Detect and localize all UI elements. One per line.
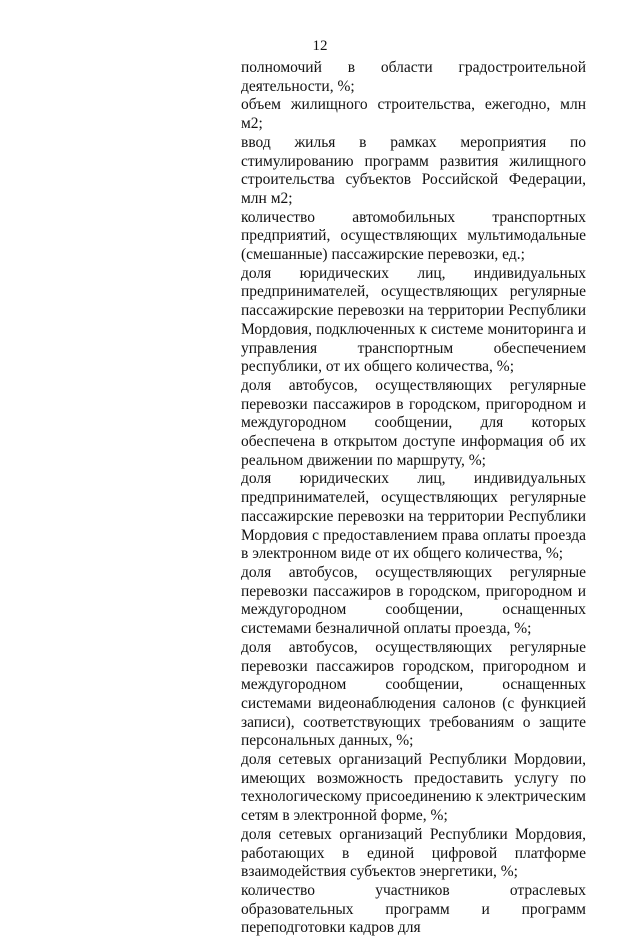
indicator-item: доля сетевых организаций Республики Мордовии, имеющих возможность предоставить услугу по технологическому присоединению к электрическим сетям в электронной форме, %; [241, 751, 586, 825]
indicator-item: полномочий в области градостроительной деятельности, %; [241, 59, 586, 95]
indicator-item: ввод жилья в рамках мероприятия по стимулированию программ развития жилищного строительства субъектов Российской Федерации, млн м2; [241, 133, 586, 207]
indicator-item: количество участников отраслевых образовательных программ и программ переподготовки кадров для [241, 881, 586, 937]
indicator-item: доля юридических лиц, индивидуальных предпринимателей, осуществляющих регулярные пассажирские перевозки на территории Республики Мордовия, подключенных к системе мониторинга и управления транспортным обеспечением республики, от их общего количества, %; [241, 264, 586, 376]
indicator-item: доля юридических лиц, индивидуальных предпринимателей, осуществляющих регулярные пассажирские перевозки на территории Республики Мордовия с предоставлением права оплаты проезда в электронном виде от их общего количества, %; [241, 470, 586, 563]
indicator-item: объем жилищного строительства, ежегодно, млн м2; [241, 96, 586, 133]
indicator-item: доля автобусов, осуществляющих регулярные перевозки пассажиров городском, пригородном и междугородном сообщении, оснащенных системами видеонаблюдения салонов (с функцией записи), соответствующих требованиям о защите персональных данных, %; [241, 638, 586, 750]
indicator-item: доля автобусов, осуществляющих регулярные перевозки пассажиров в городском, пригородном и междугородном сообщении, оснащенных системами безналичной оплаты проезда, %; [241, 563, 586, 638]
page-number: 12 [312, 38, 328, 54]
indicator-item: количество автомобильных транспортных предприятий, осуществляющих мультимодальные (смешанные) пассажирские перевозки, ед.; [241, 208, 586, 264]
indicator-item: доля автобусов, осуществляющих регулярные перевозки пассажиров в городском, пригородном и междугородном сообщении, для которых обеспечена в открытом доступе информация об их реальном движении по маршруту, %; [241, 376, 586, 469]
indicator-item: доля сетевых организаций Республики Мордовия, работающих в единой цифровой платформе взаимодействия субъектов энергетики, %; [241, 825, 586, 881]
indicator-list [241, 59, 586, 938]
